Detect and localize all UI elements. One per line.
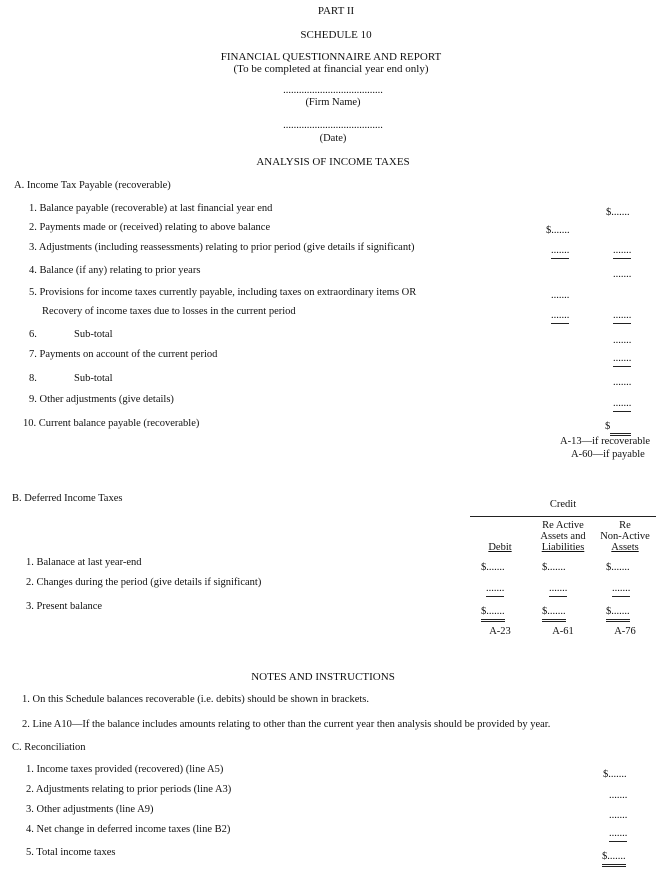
note-1: 1. On this Schedule balances recoverable (i.e. debits) should be shown in brackets.: [22, 694, 369, 705]
a-line-10: 10. Current balance payable (recoverable): [23, 418, 200, 429]
a5-amount-provision[interactable]: .......: [551, 290, 570, 301]
a10-ref-payable: A-60—if payable: [571, 449, 645, 460]
form-title: FINANCIAL QUESTIONNAIRE AND REPORT: [220, 51, 442, 63]
b3-active[interactable]: $.......: [542, 607, 566, 622]
b2-debit[interactable]: .......: [486, 584, 504, 597]
c4-amount[interactable]: .......: [609, 829, 627, 842]
c3-amount[interactable]: .......: [609, 810, 628, 821]
b1-debit[interactable]: $.......: [481, 562, 505, 573]
a-line-6-label: Sub-total: [74, 329, 113, 340]
a3-amount-left[interactable]: .......: [551, 246, 569, 259]
b-ref-nonactive: A-76: [614, 626, 636, 637]
b1-active[interactable]: $.......: [542, 562, 566, 573]
c-line-4: 4. Net change in deferred income taxes (line B2): [26, 824, 231, 835]
a2-amount[interactable]: $.......: [546, 225, 570, 236]
a8-amount[interactable]: .......: [613, 377, 632, 388]
a-line-7: 7. Payments on account of the current period: [29, 349, 218, 360]
section-b-heading: B. Deferred Income Taxes: [12, 493, 123, 504]
a-line-8-label: Sub-total: [74, 373, 113, 384]
a5-amount-total[interactable]: .......: [613, 311, 631, 324]
a-line-2: 2. Payments made or (received) relating to above balance: [29, 222, 271, 233]
c2-amount[interactable]: .......: [609, 790, 628, 801]
a6-amount[interactable]: .......: [613, 335, 632, 346]
credit-header-rule: [470, 516, 656, 517]
debit-col-header: Debit: [488, 542, 512, 553]
a-line-8-number: 8.: [29, 373, 37, 384]
date-blank[interactable]: ......................................: [283, 120, 383, 131]
c5-amount[interactable]: $.......: [602, 852, 626, 867]
b-line-1: 1. Balanace at last year-end: [26, 557, 142, 568]
c-line-3: 3. Other adjustments (line A9): [26, 804, 154, 815]
form-subtitle: (To be completed at financial year end only): [233, 63, 429, 75]
b-line-2: 2. Changes during the period (give details if significant): [26, 577, 262, 588]
a-line-4: 4. Balance (if any) relating to prior years: [29, 265, 201, 276]
analysis-heading: ANALYSIS OF INCOME TAXES: [256, 156, 410, 168]
credit-header: Credit: [549, 499, 577, 510]
date-label: (Date): [319, 133, 347, 144]
section-a-heading: A. Income Tax Payable (recoverable): [14, 180, 171, 191]
nonactive-col-header-1: Re: [619, 520, 631, 531]
part-label: PART II: [317, 5, 355, 17]
b3-debit[interactable]: $.......: [481, 607, 505, 622]
c-line-2: 2. Adjustments relating to prior periods (line A3): [26, 784, 232, 795]
nonactive-col-header-3: Assets: [611, 542, 639, 553]
a-line-5-continued: Recovery of income taxes due to losses in the current period: [42, 306, 296, 317]
schedule-label: SCHEDULE 10: [300, 29, 372, 41]
a9-amount[interactable]: .......: [613, 399, 631, 412]
b2-active[interactable]: .......: [549, 584, 567, 597]
a3-amount-right[interactable]: .......: [613, 246, 631, 259]
b-ref-active: A-61: [552, 626, 574, 637]
b1-nonactive[interactable]: $.......: [606, 562, 630, 573]
a-line-5: 5. Provisions for income taxes currently payable, including taxes on extraordinary items OR: [29, 287, 417, 298]
note-2: 2. Line A10—If the balance includes amounts relating to other than the current year then analysis should be provided by year.: [22, 719, 551, 730]
nonactive-col-header-2: Non-Active: [600, 531, 650, 542]
active-col-header-1: Re Active: [542, 520, 584, 531]
firm-name-blank[interactable]: ......................................: [283, 85, 383, 96]
c-line-5: 5. Total income taxes: [26, 847, 116, 858]
a10-ref-recoverable: A-13—if recoverable: [560, 436, 651, 447]
a-line-6-number: 6.: [29, 329, 37, 340]
a5-amount-recovery[interactable]: .......: [551, 311, 569, 324]
a-line-3: 3. Adjustments (including reassessments) relating to prior period (give details if significant): [29, 242, 415, 253]
a-line-1: 1. Balance payable (recoverable) at last financial year end: [29, 203, 273, 214]
b2-nonactive[interactable]: .......: [612, 584, 630, 597]
a10-total-blank: [610, 421, 631, 436]
c-line-1: 1. Income taxes provided (recovered) (line A5): [26, 764, 224, 775]
firm-name-label: (Firm Name): [305, 97, 361, 108]
active-col-header-2: Assets and: [540, 531, 586, 542]
c1-amount[interactable]: $.......: [603, 769, 627, 780]
a1-amount[interactable]: $.......: [606, 207, 630, 218]
b3-nonactive[interactable]: $.......: [606, 607, 630, 622]
a4-amount[interactable]: .......: [613, 269, 632, 280]
a7-amount[interactable]: .......: [613, 354, 631, 367]
active-col-header-3: Liabilities: [541, 542, 585, 553]
a10-dollar-sign: $: [605, 421, 611, 432]
a-line-9: 9. Other adjustments (give details): [29, 394, 174, 405]
a10-amount[interactable]: [605, 422, 631, 433]
b-line-3: 3. Present balance: [26, 601, 103, 612]
section-c-heading: C. Reconciliation: [12, 742, 86, 753]
b-ref-debit: A-23: [489, 626, 511, 637]
notes-heading: NOTES AND INSTRUCTIONS: [251, 671, 395, 683]
